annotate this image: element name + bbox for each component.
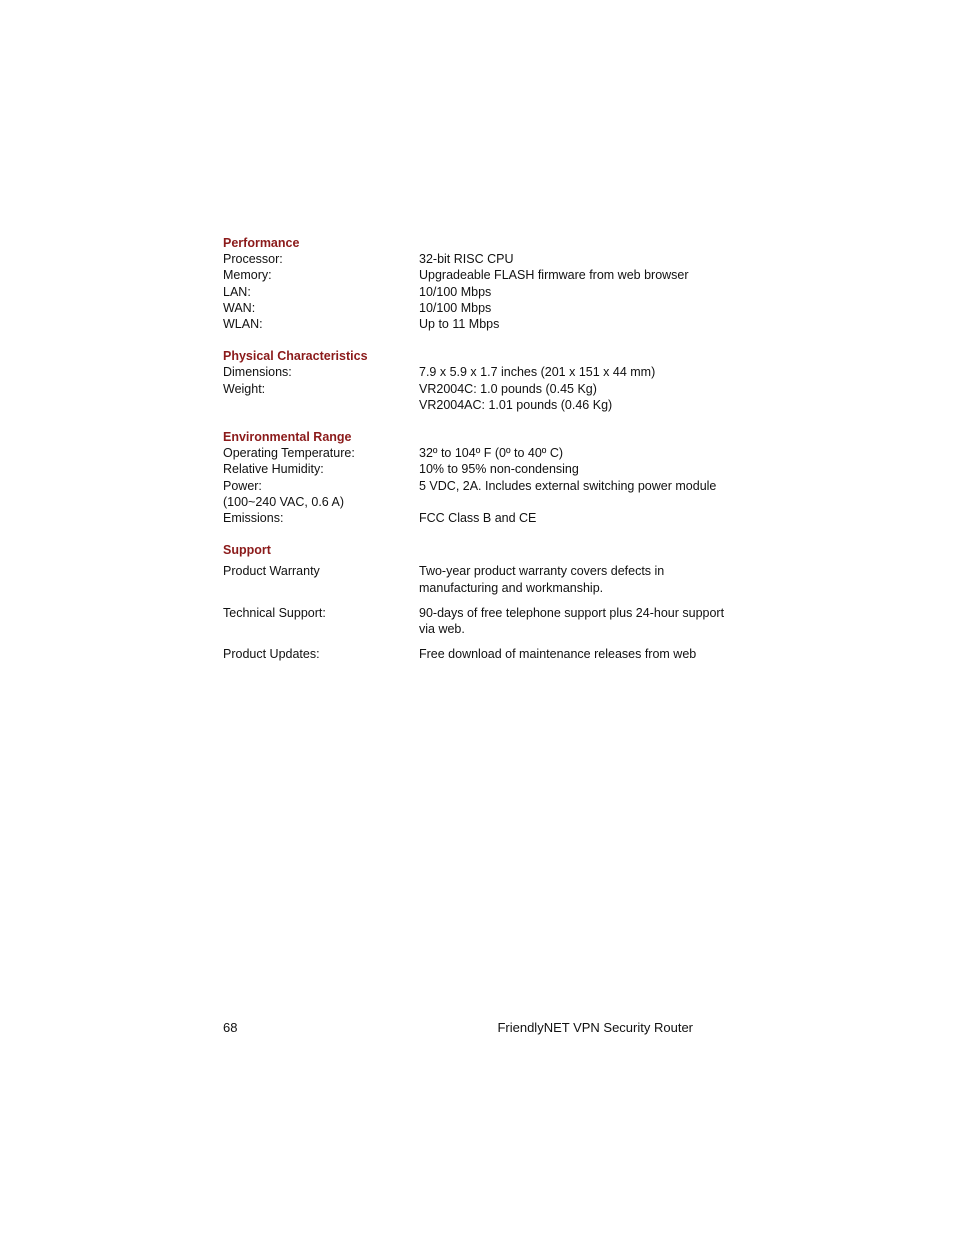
spec-value: Up to 11 Mbps xyxy=(419,317,500,332)
page-number: 68 xyxy=(223,1020,238,1035)
spec-value xyxy=(419,494,729,510)
spec-value: FCC Class B and CE xyxy=(419,511,537,526)
spec-row-relative-humidity xyxy=(223,461,743,477)
spec-row-operating-temperature xyxy=(223,445,743,461)
spec-label xyxy=(223,397,419,413)
spec-value: 10/100 Mbps xyxy=(419,284,492,299)
spec-row-dimensions xyxy=(223,364,743,380)
spec-value: 90-days of free telephone support plus 24-hour support via web. xyxy=(419,605,725,637)
spec-label: Technical Support: xyxy=(223,605,326,620)
spec-label: Emissions: xyxy=(223,511,284,526)
section-performance xyxy=(223,235,743,332)
spec-label: (100~240 VAC, 0.6 A) xyxy=(223,494,345,509)
document-title: FriendlyNET VPN Security Router xyxy=(497,1020,693,1035)
section-title-support: Support xyxy=(223,543,271,558)
section-environmental xyxy=(223,429,743,526)
spec-label: Weight: xyxy=(223,381,266,396)
section-title-environmental: Environmental Range xyxy=(223,430,352,445)
spec-label: Product Updates: xyxy=(223,647,320,662)
spec-value: 10/100 Mbps xyxy=(419,300,492,315)
spec-label: Product Warranty xyxy=(223,564,320,579)
spec-row-product-updates xyxy=(223,646,743,662)
spec-label: Memory: xyxy=(223,268,272,283)
spec-label: Power: xyxy=(223,478,262,493)
spec-row-product-warranty xyxy=(223,563,743,595)
spec-row-power-input xyxy=(223,494,743,510)
spec-row-memory xyxy=(223,267,743,283)
spec-value: 32º to 104º F (0º to 40º C) xyxy=(419,446,564,461)
section-title-physical: Physical Characteristics xyxy=(223,349,368,364)
spec-value: 32-bit RISC CPU xyxy=(419,252,514,267)
spec-label: Relative Humidity: xyxy=(223,462,324,477)
section-physical xyxy=(223,348,743,413)
spec-value: 10% to 95% non-condensing xyxy=(419,462,579,477)
spec-content xyxy=(223,235,743,678)
spec-value: VR2004AC: 1.01 pounds (0.46 Kg) xyxy=(419,397,613,412)
spec-value: VR2004C: 1.0 pounds (0.45 Kg) xyxy=(419,381,597,396)
spec-label: Operating Temperature: xyxy=(223,446,355,461)
spec-row-processor xyxy=(223,251,743,267)
spec-row-power xyxy=(223,478,743,494)
spec-label: Dimensions: xyxy=(223,365,292,380)
section-title-performance: Performance xyxy=(223,236,300,250)
spec-value: 5 VDC, 2A. Includes external switching power module xyxy=(419,478,717,493)
spec-value: Upgradeable FLASH firmware from web browser xyxy=(419,268,689,283)
spec-label: WAN: xyxy=(223,300,256,315)
spec-value: Two-year product warranty covers defects in manufacturing and workmanship. xyxy=(419,564,665,595)
spec-label: Processor: xyxy=(223,252,283,267)
spec-value: 7.9 x 5.9 x 1.7 inches (201 x 151 x 44 mm) xyxy=(419,365,656,380)
spec-row-weight-alt xyxy=(223,397,743,413)
section-support xyxy=(223,542,743,662)
spec-row-weight xyxy=(223,381,743,397)
spec-row-emissions xyxy=(223,510,743,526)
spec-value: Free download of maintenance releases from web xyxy=(419,647,697,662)
spec-label: LAN: xyxy=(223,284,251,299)
spec-row-technical-support xyxy=(223,605,743,637)
spec-row-wan xyxy=(223,300,743,316)
spec-label: WLAN: xyxy=(223,317,263,332)
spec-row-wlan xyxy=(223,316,743,332)
spec-row-lan xyxy=(223,284,743,300)
